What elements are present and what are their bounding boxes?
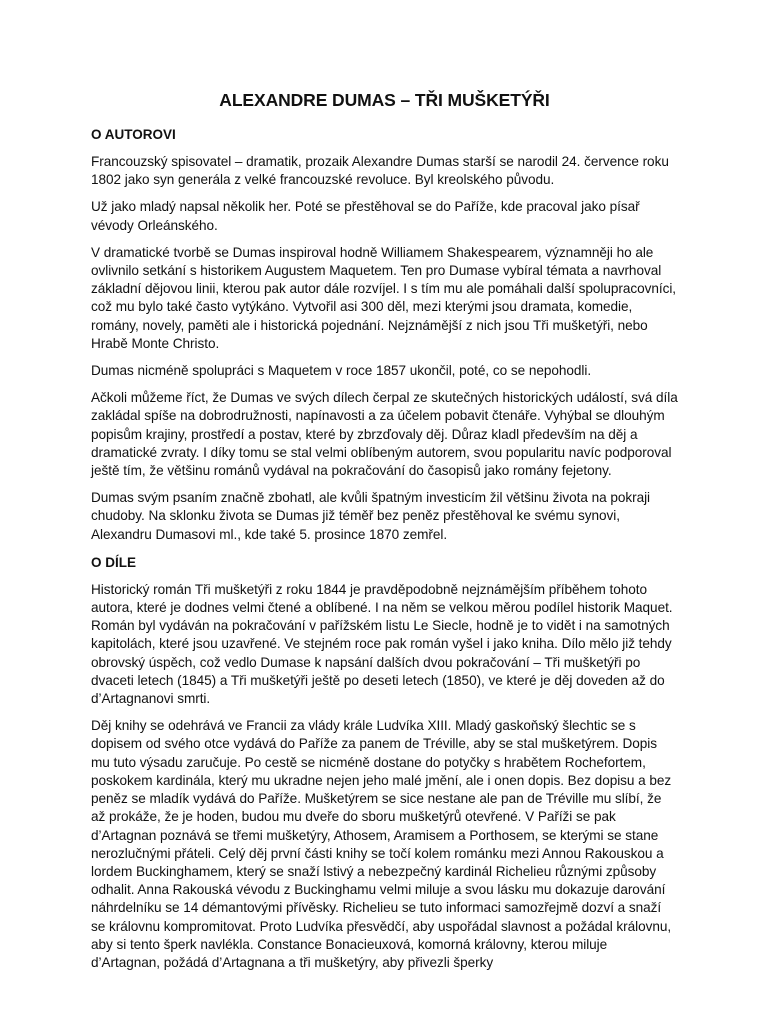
paragraph: Děj knihy se odehrává ve Francii za vlády krále Ludvíka XIII. Mladý gaskoňský šlechtic se s dopisem od svého otce vydává do Paříže za panem de Tréville, aby se stal mušketýrem. Dopis mu tuto výsadu zaručuje. Po cestě se nicméně dostane do potyčky s hrabětem Rochefortem, poskokem kardinála, který mu ukradne nejen jeho malé jmění, ale i onen dopis. Bez dopisu a bez peněz se mladík vydává do Paříže. Mušketýrem se sice nestane ale pan de Tréville mu slíbí, že až prokáže, že je hoden, budou mu dveře do sboru mušketýrů otevřené. V Paříži se pak d’Artagnan poznává se třemi mušketýry, Athosem, Aramisem a Porthosem, se kterými se stane nerozlučnými přáteli. Celý děj první části knihy se točí kolem románku mezi Annou Rakouskou a lordem Buckinghamem, který se snaží lstivý a nebezpečný kardinál Richelieu různými způsoby odhalit. Anna Rakouská vévodu z Buckinghamu velmi miluje a svou lásku mu dokazuje darování náhrdelníku se 14 démantovými přívěsky. Richelieu se tuto informaci samozřejmě dozví a snaží se královnu kompromitovat. Proto Ludvíka přesvědčí, aby uspořádal slavnost a požádal královnu, aby si tento šperk navlékla. Constance Bonacieuxová, komorná královny, kterou miluje d’Artagnan, požádá d’Artagnana a tři mušketýry, aby přivezli šperky (91, 718, 672, 970)
paragraph: Francouzský spisovatel – dramatik, prozaik Alexandre Dumas starší se narodil 24. července roku 1802 jako syn generála z velké francouzské revoluce. Byl kreolského původu. (91, 154, 669, 188)
section-heading-work: O DÍLE (91, 554, 137, 570)
paragraph: Ačkoli můžeme říct, že Dumas ve svých dílech čerpal ze skutečných historických událostí, svá díla zakládal spíše na dobrodružnosti, napínavosti a za účelem pobavit čtenáře. Vyhýbal se dlouhým popisům krajiny, prostředí a postav, které by zbrzďovaly děj. Důraz kladl především na děj a dramatické zvraty. I díky tomu se stal velmi oblíbeným autorem, svou popularitu navíc podporoval ještě tím, že většinu románů vydával na pokračování do časopisů jako romány fejetony. (91, 390, 678, 479)
paragraph: Dumas svým psaním značně zbohatl, ale kvůli špatným investicím žil většinu života na pokraji chudoby. Na sklonku života se Dumas již téměř bez peněz přestěhoval ke svému synovi, Alexandru Dumasovi ml., kde také 5. prosince 1870 zemřel. (91, 490, 651, 542)
paragraph: Dumas nicméně spolupráci s Maquetem v roce 1857 ukončil, poté, co se nepohodli. (91, 363, 592, 379)
paragraph: Už jako mladý napsal několik her. Poté se přestěhoval se do Paříže, kde pracoval jako písař vévody Orleánského. (91, 199, 640, 233)
paragraph: Historický román Tři mušketýři z roku 1844 je pravděpodobně nejznámějším příběhem tohoto autora, které je dodnes velmi čtené a oblíbené. I na něm se velkou měrou podílel historik Maquet. Román byl vydáván na pokračování v pařížském listu Le Siecle, hodně je to vidět i na samotných kapitolách, které jsou uzavřené. Ve stejném roce pak román vyšel i jako kniha. Dílo mělo již tehdy obrovský úspěch, což vedlo Dumase k napsání dalších dvou pokračování – Tři mušketýři po dvaceti letech (1845) a Tři mušketýři ještě po deseti letech (1850), ve které je děj doveden až do d’Artagnanovi smrti. (91, 581, 673, 707)
paragraph: V dramatické tvorbě se Dumas inspiroval hodně Williamem Shakespearem, významněji ho ale ovlivnilo setkání s historikem Augustem Maquetem. Ten pro Dumase vybíral témata a navrhoval základní dějovou linii, kterou pak autor dále rozvíjel. I s tím mu ale pomáhali další spolupracovníci, což mu bylo také často vytýkáno. Vytvořil asi 300 děl, mezi kterými jsou dramata, komedie, romány, novely, paměti ale i historická pojednání. Nejznámější z nich jsou Tři mušketýři, nebo Hrabě Monte Christo. (91, 244, 677, 351)
section-heading-author: O AUTOROVI (91, 127, 176, 142)
document-title: ALEXANDRE DUMAS – TŘI MUŠKETÝŘI (219, 90, 550, 110)
